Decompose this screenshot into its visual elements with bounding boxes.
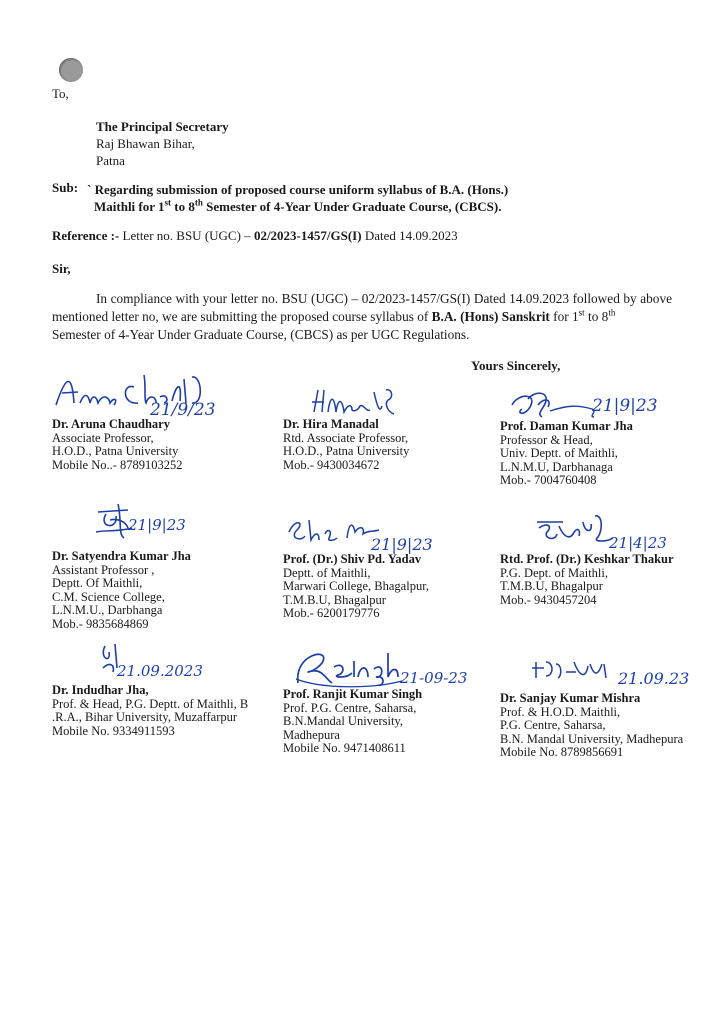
signatory-hira: [283, 418, 409, 472]
signature-ranjit: [292, 643, 482, 691]
signatory-line: Deptt. Of Maithli,: [52, 576, 143, 590]
signatory-line: B.N.Mandal University,: [283, 714, 404, 728]
signatory-indudhar: [52, 684, 248, 738]
reference-number: 02/2023-1457/GS(I): [253, 228, 362, 243]
signatory-line: Mob.- 6200179776: [283, 606, 380, 620]
signatory-name: Dr. Aruna Chaudhary: [52, 417, 170, 431]
subject-sup-1: st: [164, 197, 172, 208]
signatory-line: Mobile No. 9471408611: [283, 741, 406, 755]
signatory-line: T.M.B.U, Bhagalpur: [283, 592, 386, 607]
signatory-line: Madhepura: [283, 727, 340, 742]
signature-ranjit-date: 21-09-23: [400, 669, 468, 687]
signatory-name: Dr. Indudhar Jha,: [52, 683, 149, 697]
signatory-line: Mob.- 9430457204: [500, 592, 597, 607]
subject-block: [87, 181, 508, 215]
signatory-line: Univ. Deptt. of Maithli,: [500, 446, 618, 460]
subject-line1: ` Regarding submission of proposed course uniform syllabus of B.A. (Hons.): [87, 182, 509, 197]
body-course-name: B.A. (Hons) Sanskrit: [431, 309, 550, 324]
subject-text-b: to 8: [171, 199, 195, 214]
signatory-line: Mobile No. 9334911593: [52, 723, 175, 738]
body-text-1: In compliance with your letter no. BSU (UGC) – 02/2023-1457/GS(I) Dated 14.09.2023 followed by above mentioned letter no, we are submitting the proposed course syllabus of: [52, 291, 672, 324]
subject-label: Sub:: [52, 180, 79, 195]
signatory-name: Dr. Hira Manadal: [283, 417, 379, 431]
punch-hole: [59, 58, 83, 82]
signatory-ranjit: [283, 688, 422, 756]
greeting: Sir,: [52, 261, 71, 276]
signatory-line: .R.A., Bihar University, Muzaffarpur: [52, 710, 238, 724]
reference-line: [52, 229, 458, 243]
signature-keshkar-date: 21|4|23: [609, 534, 667, 552]
addressee-line1: Raj Bhawan Bihar,: [96, 136, 195, 151]
signatory-line: P.G. Centre, Saharsa,: [500, 718, 606, 732]
signatory-daman: [500, 420, 633, 488]
body-text-2: for 1: [549, 309, 579, 324]
signature-daman-date: 21|9|23: [592, 396, 658, 416]
signatory-line: L.N.M.U, Darbhanaga: [500, 459, 613, 474]
signatory-line: Mobile No. 8789856691: [500, 745, 624, 759]
signatory-line: Mob.- 9430034672: [283, 457, 380, 472]
signature-keshkar: [533, 512, 693, 554]
signature-sanjay: [530, 652, 710, 692]
signatory-shiv: [283, 553, 429, 621]
signatory-line: H.O.D., Patna University: [283, 444, 410, 458]
signature-indudhar-date: 21.09.2023: [117, 662, 203, 680]
signatory-line: T.M.B.U, Bhagalpur: [500, 579, 603, 593]
signature-satyendra: [88, 498, 198, 543]
signatory-satyendra: [52, 550, 191, 631]
signatory-name: Dr. Satyendra Kumar Jha: [52, 549, 191, 563]
signature-aruna-date: 21/9/23: [150, 400, 216, 420]
signature-satyendra-date: 21|9|23: [128, 516, 186, 534]
signatory-name: Prof. Daman Kumar Jha: [500, 419, 633, 433]
signature-indudhar: [95, 638, 215, 683]
signatory-line: C.M. Science College,: [52, 589, 165, 604]
signatory-aruna: [52, 418, 183, 472]
signatory-name: Rtd. Prof. (Dr.) Keshkar Thakur: [500, 552, 674, 566]
signatory-line: Prof. P.G. Centre, Saharsa,: [283, 700, 417, 715]
signature-shiv-date: 21|9|23: [371, 535, 433, 554]
signature-shiv: [283, 512, 463, 554]
signatory-sanjay: [500, 692, 683, 760]
signatory-line: P.G. Dept. of Maithli,: [500, 565, 608, 580]
body-paragraph: [52, 290, 672, 344]
body-sup-1: st: [578, 307, 585, 318]
subject-text-c: Semester of 4-Year Under Graduate Course, (CBCS).: [202, 199, 502, 214]
signatory-line: L.N.M.U., Darbhanga: [52, 603, 163, 617]
signatory-line: Mob.- 7004760408: [500, 473, 597, 487]
reference-text-pre: Letter no. BSU (UGC) –: [122, 228, 254, 243]
signatory-line: Assistant Professor ,: [52, 562, 155, 577]
signature-sanjay-date: 21.09.23: [618, 669, 690, 688]
signatory-line: Deptt. of Maithli,: [283, 565, 371, 580]
signature-hira: [308, 382, 418, 422]
subject-text-a: Maithli for 1: [94, 199, 165, 214]
signatory-name: Prof. Ranjit Kumar Singh: [283, 687, 423, 701]
salutation-to: To,: [52, 86, 69, 101]
signatory-name: Prof. (Dr.) Shiv Pd. Yadav: [283, 552, 422, 566]
signatory-name: Dr. Sanjay Kumar Mishra: [500, 691, 641, 705]
signatory-line: Associate Professor,: [52, 430, 154, 445]
signatory-line: H.O.D., Patna University: [52, 444, 179, 458]
closing: Yours Sincerely,: [471, 358, 561, 373]
signatory-keshkar: [500, 553, 674, 607]
body-text-3: to 8: [584, 309, 609, 324]
reference-label: Reference :-: [52, 228, 120, 243]
subject-sup-2: th: [194, 197, 203, 208]
addressee-block: [96, 118, 229, 169]
signatory-line: Professor & Head,: [500, 432, 593, 447]
addressee-title: The Principal Secretary: [96, 119, 229, 134]
body-sup-2: th: [608, 307, 616, 318]
signatory-line: B.N. Mandal University, Madhepura: [500, 731, 684, 746]
body-text-4: Semester of 4-Year Under Graduate Course, (CBCS) as per UGC Regulations.: [52, 327, 470, 342]
signatory-line: Mob.- 9835684869: [52, 616, 149, 631]
addressee-line2: Patna: [96, 153, 125, 168]
signatory-line: Prof. & Head, P.G. Deptt. of Maithli, B: [52, 696, 249, 711]
signatory-line: Rtd. Associate Professor,: [283, 430, 409, 445]
signatory-line: Mobile No..- 8789103252: [52, 457, 183, 472]
signature-aruna: [52, 365, 222, 420]
signatory-line: Marwari College, Bhagalpur,: [283, 579, 429, 593]
reference-text-post: Dated 14.09.2023: [361, 228, 458, 243]
subject-line2: [87, 198, 508, 215]
signatory-line: Prof. & H.O.D. Maithli,: [500, 704, 621, 719]
